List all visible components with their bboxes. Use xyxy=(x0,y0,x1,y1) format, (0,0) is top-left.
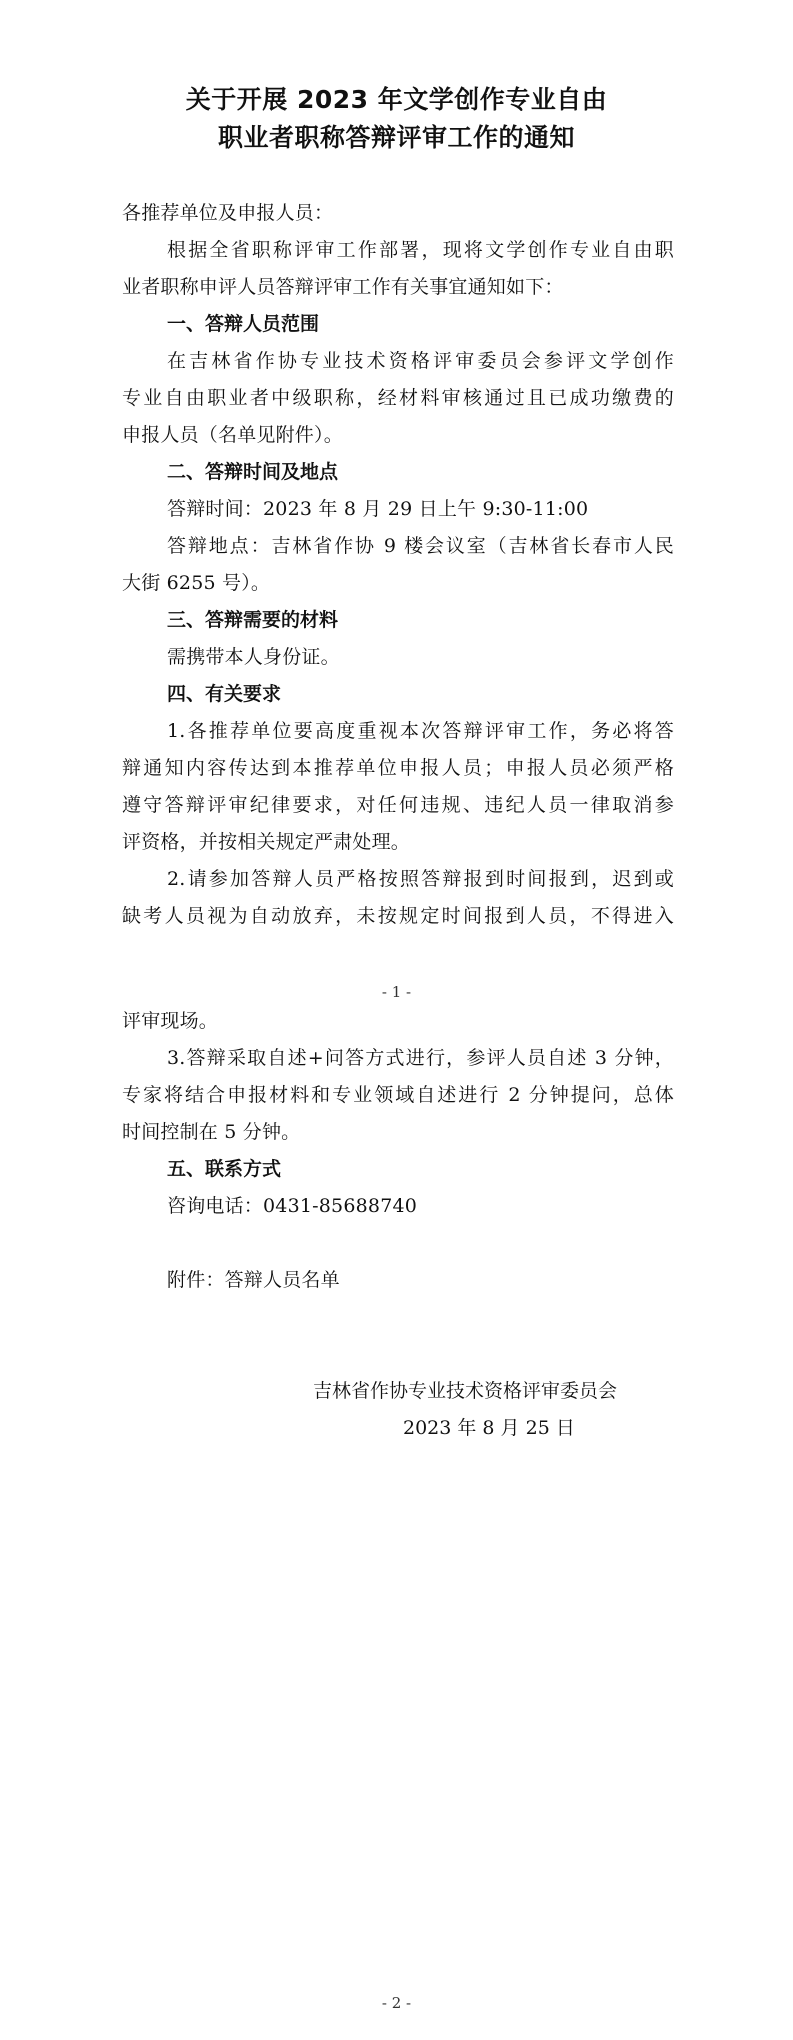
section-4-item-3-line-1: 3.答辩采取自述+问答方式进行，参评人员自述 3 分钟， xyxy=(167,1047,674,1069)
section-4-item-3-line-2: 专家将结合申报材料和专业领域自述进行 2 分钟提问，总体 xyxy=(122,1084,674,1106)
section-2-heading: 二、答辩时间及地点 xyxy=(167,461,339,483)
page-number-1: - 1 - xyxy=(381,983,412,1001)
section-5-heading: 五、联系方式 xyxy=(167,1158,282,1180)
section-4-item-1-line-3: 遵守答辩评审纪律要求，对任何违规、违纪人员一律取消参 xyxy=(122,794,674,816)
section-4-item-1-line-2: 辩通知内容传达到本推荐单位申报人员；申报人员必须严格 xyxy=(122,757,674,779)
salutation: 各推荐单位及申报人员： xyxy=(122,202,334,224)
section-4-item-2-line-1: 2.请参加答辩人员严格按照答辩报到时间报到，迟到或 xyxy=(167,868,674,890)
signature-organization: 吉林省作协专业技术资格评审委员会 xyxy=(313,1380,618,1402)
section-4-heading: 四、有关要求 xyxy=(167,683,282,705)
section-5-phone: 咨询电话：0431-85688740 xyxy=(167,1195,418,1217)
document-title-line-2: 职业者职称答辩评审工作的通知 xyxy=(217,123,575,152)
section-4-item-1-line-4: 评资格，并按相关规定严肃处理。 xyxy=(122,831,411,853)
section-3-heading: 三、答辩需要的材料 xyxy=(167,609,339,631)
section-4-item-2-line-3: 评审现场。 xyxy=(122,1010,219,1032)
section-3-text: 需携带本人身份证。 xyxy=(167,646,340,668)
section-1-heading: 一、答辩人员范围 xyxy=(167,313,320,335)
page-number-2: - 2 - xyxy=(381,1994,412,2012)
intro-line-1: 根据全省职称评审工作部署，现将文学创作专业自由职 xyxy=(167,239,674,261)
section-1-line-2: 专业自由职业者中级职称，经材料审核通过且已成功缴费的 xyxy=(122,387,674,409)
section-1-line-1: 在吉林省作协专业技术资格评审委员会参评文学创作 xyxy=(167,350,674,372)
section-2-place-line-1: 答辩地点：吉林省作协 9 楼会议室（吉林省长春市人民 xyxy=(167,535,674,557)
section-2-time: 答辩时间：2023 年 8 月 29 日上午 9:30-11:00 xyxy=(167,498,589,520)
document-title-line-1: 关于开展 2023 年文学创作专业自由 xyxy=(185,85,608,114)
signature-date: 2023 年 8 月 25 日 xyxy=(403,1417,575,1439)
section-4-item-2-line-2: 缺考人员视为自动放弃，未按规定时间报到人员，不得进入 xyxy=(122,905,674,927)
section-2-place-line-2: 大街 6255 号）。 xyxy=(122,572,271,594)
section-1-line-3: 申报人员（名单见附件）。 xyxy=(122,424,343,446)
intro-line-2: 业者职称申评人员答辩评审工作有关事宜通知如下： xyxy=(122,276,564,298)
section-4-item-1-line-1: 1.各推荐单位要高度重视本次答辩评审工作，务必将答 xyxy=(167,720,674,742)
section-4-item-3-line-3: 时间控制在 5 分钟。 xyxy=(122,1121,301,1143)
attachment-note: 附件：答辩人员名单 xyxy=(167,1269,340,1291)
